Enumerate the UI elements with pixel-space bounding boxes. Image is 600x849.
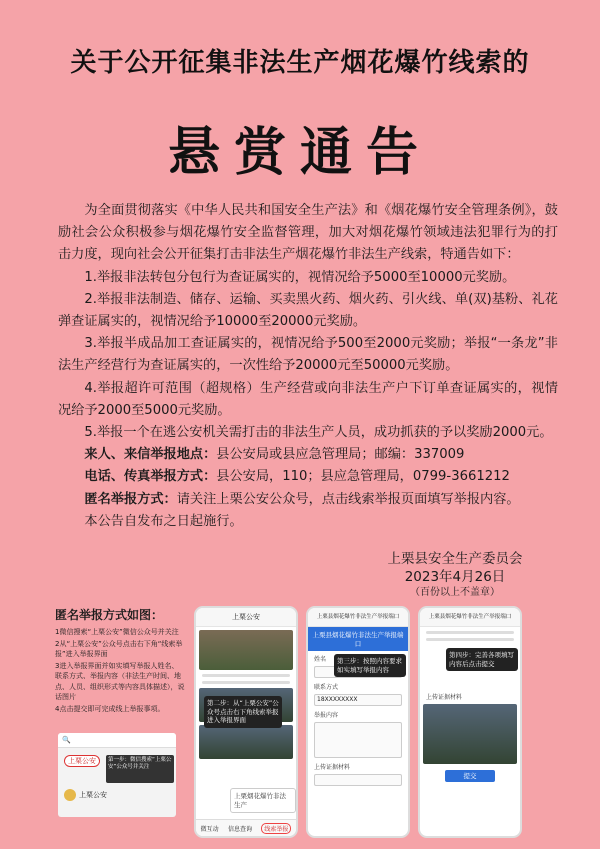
field-label-name: 姓名 — [314, 656, 327, 663]
search-tag: 上栗公安 — [64, 755, 100, 767]
phone1-photo — [199, 630, 293, 670]
signature-block — [360, 550, 550, 600]
phone-screenshot-2 — [306, 606, 410, 838]
search-screenshot — [58, 733, 176, 817]
guide-step: 3进入举报界面并如实填写举报人姓名、联系方式、举报内容（非法生产时间、地点、人员、组织形式等内容具体描述），说话图片 — [55, 661, 185, 701]
divider — [426, 638, 514, 641]
phone-value: 县公安局，110；县应急管理局，0799-3661212 — [216, 469, 510, 485]
field-label-content: 举报内容 — [314, 712, 339, 719]
phone3-callout: 第四步：完善各项填写内容后点击提交 — [446, 648, 518, 671]
avatar — [64, 789, 76, 801]
intro-paragraph: 为全面贯彻落实《中华人民共和国安全生产法》和《烟花爆竹安全管理条例》，鼓励社会公众积极参与烟花爆竹安全监督管理，加大对烟花爆竹领域违法犯罪行为的打击力度，现向社会公开征集打击非法生产烟花爆竹非法生产线索，特通告如下： — [58, 203, 558, 263]
reward-item-4: 4.举报超许可范围（超规格）生产经营或向非法生产户下订单查证属实的，视情况给予2000至5000元奖励。 — [58, 380, 558, 418]
guide-title: 匿名举报方式如图： — [55, 608, 164, 622]
phone1-photo3 — [199, 725, 293, 759]
phone-label: 电话、传真举报方式： — [84, 469, 217, 485]
guide-steps — [55, 627, 185, 714]
notice-title-main: 悬赏通告 — [167, 123, 432, 183]
phone-line — [58, 466, 558, 488]
divider — [202, 681, 290, 684]
reward-item-2: 2.举报非法制造、储存、运输、买卖黑火药、烟火药、引火线、单(双)基粉、礼花弹查证属实的，视情况给予10000至20000元奖励。 — [58, 291, 558, 330]
phone1-callout: 第二步：从“上栗公安”公众号点击右下角线索举报进入举报界面 — [204, 696, 282, 728]
upload-label: 上传证据材料 — [426, 694, 463, 701]
contact-line — [58, 444, 558, 466]
upload-field[interactable] — [314, 774, 402, 786]
reward-item-5: 5.举报一个在逃公安机关需打击的非法生产人员，成功抓获的予以奖励2000元。 — [84, 425, 553, 441]
guide-step: 1微信搜索“上栗公安”微信公众号并关注 — [55, 628, 179, 636]
anonymous-value: 请关注上栗公安公众号，点击线索举报页面填写举报内容。 — [176, 491, 520, 507]
contact-label: 来人、来信举报地点： — [84, 447, 217, 463]
phone1-tabbar — [196, 819, 296, 836]
phone1-header: 上栗公安 — [196, 608, 296, 627]
phone2-callout: 第三步：按照内容要求如实填写举报内容 — [334, 654, 406, 677]
anonymous-label: 匿名举报方式： — [84, 491, 177, 507]
phone2-header: 上栗县烟花爆竹非法生产举报端口 — [308, 608, 408, 627]
anonymous-line — [58, 489, 558, 511]
phone-screenshot-3 — [418, 606, 522, 838]
phone2-band: 上栗县烟花爆竹非法生产举报端口 — [308, 627, 408, 651]
signature-date: 2023年4月26日 — [404, 569, 506, 585]
notice-title-line1: 关于公开征集非法生产烟花爆竹线索的 — [70, 48, 530, 78]
effective-line: 本公告自发布之日起施行。 — [84, 513, 243, 529]
guide-step: 2从“上栗公安”公众号点击右下角“线索举报”进入举报界面 — [55, 639, 183, 658]
contact-field[interactable]: 18XXXXXXXX — [314, 694, 402, 706]
phone-screenshot-1 — [194, 606, 298, 838]
guide-section — [55, 606, 185, 715]
submit-button[interactable]: 提交 — [445, 770, 495, 782]
content-field[interactable] — [314, 722, 402, 758]
phone1-banner: 上栗烟花爆竹非法生产 — [230, 788, 296, 813]
search-bar: 🔍 — [58, 733, 176, 748]
account-name: 上栗公安 — [79, 791, 107, 799]
field-label-contact: 联系方式 — [314, 684, 339, 691]
guide-step: 4点击提交即可完成线上举报事项。 — [55, 704, 165, 713]
phone3-photo — [423, 704, 517, 764]
account-row — [64, 789, 107, 801]
reward-item-1: 1.举报非法转包分包行为查证属实的，视情况给予5000至10000元奖励。 — [84, 269, 516, 285]
field-label-upload: 上传证据材料 — [314, 764, 351, 771]
notice-body — [58, 200, 558, 533]
signature-note: （百份以上不盖章） — [410, 587, 500, 598]
divider — [202, 674, 290, 677]
signature-org: 上栗县安全生产委员会 — [387, 551, 523, 567]
reward-item-3: 3.举报半成品加工查证属实的，视情况给予500至2000元奖励；举报“一条龙”非法生产经营行为查证属实的，一次性给予20000元至50000元奖励。 — [58, 336, 558, 374]
contact-value: 县公安局或县应急管理局；邮编：337009 — [216, 447, 465, 463]
phone3-header: 上栗县烟花爆竹非法生产举报端口 — [420, 608, 520, 627]
tab-report[interactable]: 线索举报 — [261, 823, 291, 834]
tab-interact[interactable]: 微互动 — [200, 825, 219, 833]
tab-query[interactable]: 信息查询 — [227, 825, 252, 833]
divider — [426, 631, 514, 634]
search-tip: 第一步：微信搜索“上栗公安”公众号并关注 — [106, 755, 174, 783]
